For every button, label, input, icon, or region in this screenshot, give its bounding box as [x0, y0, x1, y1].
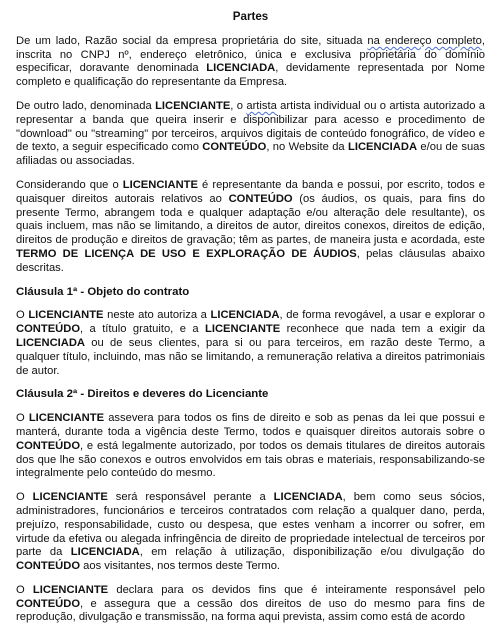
- term-licenciada: LICENCIADA: [16, 336, 85, 349]
- term-title: TERMO DE LICENÇA DE USO E EXPLORAÇÃO DE ÁUDIOS: [16, 247, 357, 260]
- term-conteudo: CONTEÚDO: [16, 323, 81, 336]
- term-licenciante: LICENCIANTE: [155, 99, 231, 112]
- spellcheck-flag[interactable]: na endereço completo: [367, 34, 482, 47]
- paragraph-clause-1: O LICENCIANTE neste ato autoriza a LICENCIADA, de forma revogável, a usar e explorar o CONTEÚDO, a título gratuito, e a LICENCIANTE reconhece que nada tem a exigir da LICENCIADA ou de seus clientes, para si ou para terceiros, em razão deste Termo, a qualquer título, incluindo, mas não se limitando, a remuneração relativa a direitos patrimoniais de autor.: [16, 309, 485, 377]
- term-licenciante: LICENCIANTE: [28, 309, 104, 322]
- paragraph-considering: Considerando que o LICENCIANTE é representante da banda e possui, por escrito, todos e quaisquer direitos autorais relativos ao CONTEÚDO (os áudios, os quais, para fins do presente Termo, abrangem toda e qualquer adaptação e/ou alteração dele resultante), os quais incluem, mas não se limitando, a direitos de autor, direitos conexos, direitos de edição, direitos de produção e direitos de gravação; têm as partes, de maneira justa e acordada, este TERMO DE LICENÇA DE USO E EXPLORAÇÃO DE ÁUDIOS, pelas cláusulas abaixo descritas.: [16, 178, 485, 274]
- term-licenciada: LICENCIADA: [206, 62, 276, 75]
- clause-1-heading: Cláusula 1ª - Objeto do contrato: [16, 285, 190, 298]
- term-licenciada: LICENCIADA: [273, 491, 343, 504]
- term-licenciante: LICENCIANTE: [28, 412, 105, 425]
- term-licenciante: LICENCIANTE: [32, 491, 108, 504]
- term-licenciante: LICENCIANTE: [205, 323, 281, 336]
- term-conteudo: CONTEÚDO: [16, 560, 81, 573]
- spellcheck-flag[interactable]: artista: [246, 99, 277, 112]
- term-licenciada: LICENCIADA: [348, 141, 418, 154]
- clause-2-heading: Cláusula 2ª - Direitos e deveres do Licenciante: [16, 388, 269, 401]
- paragraph-clause-2-c: O LICENCIANTE declara para os devidos fins que é inteiramente responsável pelo CONTEÚDO, e assegura que a cessão dos direitos de uso do mesmo para fins de reprodução, divulgação e transmissão, na forma aqui prevista, assim como está de acordo: [16, 583, 486, 624]
- term-licenciante: LICENCIANTE: [122, 178, 198, 191]
- term-conteudo: CONTEÚDO: [16, 439, 81, 452]
- term-conteudo: CONTEÚDO: [16, 597, 81, 610]
- term-licenciada: LICENCIADA: [210, 309, 280, 322]
- paragraph-clause-2-a: O LICENCIANTE assevera para todos os fins de direito e sob as penas da lei que possui e manterá, durante toda a vigência deste Termo, todos e quaisquer direitos autorais sobre o CONTEÚDO, e está legalmente autorizado, por todos os demais titulares de direitos autorais dos que lhe são conexos e outros envolvidos em tais obras e materiais, responsabilizando-se integralmente pelo conteúdo do mesmo.: [16, 412, 485, 480]
- term-conteudo: CONTEÚDO: [202, 141, 267, 154]
- term-licenciante: LICENCIANTE: [32, 583, 109, 596]
- paragraph-parties-licenciada: De um lado, Razão social da empresa proprietária do site, situada na endereço completo, inscrita no CNPJ nº, endereço eletrônico, única e exclusiva proprietária do domínio especificar, doravante denominada LICENCIADA, devidamente representada por Nome completo e qualificação do representante da Empresa.: [16, 34, 485, 89]
- document-title: Partes: [232, 10, 269, 23]
- term-conteudo: CONTEÚDO: [228, 192, 293, 205]
- paragraph-clause-2-b: O LICENCIANTE será responsável perante a LICENCIADA, bem como seus sócios, administradores, funcionários e terceiros contratados com relação a qualquer dano, perda, prejuízo, responsabilidade, custo ou despesa, que estes venham a incorrer ou sofrer, em virtude da efetiva ou alegada infringência de direito de propriedade intelectual de terceiros por parte da LICENCIADA, em relação à utilização, disponibilização e/ou divulgação do CONTEÚDO aos visitantes, nos termos deste Termo.: [16, 491, 486, 573]
- paragraph-parties-licenciante: De outro lado, denominada LICENCIANTE, o artista artista individual ou o artista autorizado a representar a banda que queira inserir e disponibilizar para acesso e procedimento de "download" ou "streaming" por terceiros, arquivos digitais de conteúdo fonográfico, de vídeo e de texto, a seguir especificado como CONTEÚDO, no Website da LICENCIADA e/ou de suas afiliadas ou associadas.: [16, 99, 486, 168]
- term-licenciada: LICENCIADA: [70, 546, 140, 559]
